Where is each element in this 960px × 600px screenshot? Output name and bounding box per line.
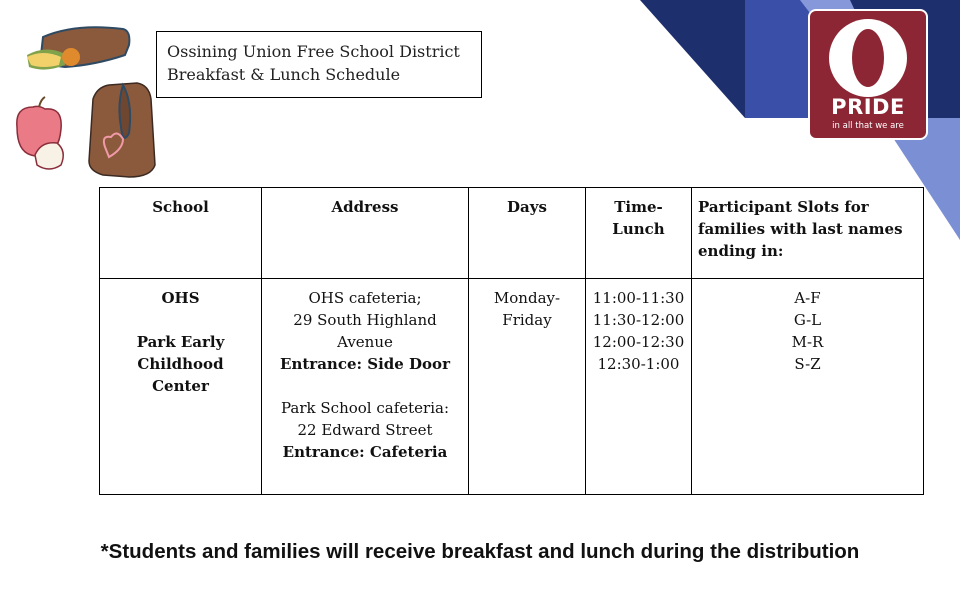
header-time-lunch <box>586 188 692 279</box>
address-park-line-2: 22 Edward Street <box>297 421 433 439</box>
days-line-2: Friday <box>502 311 552 329</box>
address-ohs-line-3: Avenue <box>337 333 393 351</box>
header-time-label: Time-Lunch <box>612 198 665 238</box>
logo-tagline: in all that we are <box>832 121 904 131</box>
address-park-line-1: Park School cafeteria: <box>281 399 449 417</box>
name-range: A-F <box>794 289 821 307</box>
lunch-illustration <box>5 15 160 180</box>
apple-icon <box>17 97 63 169</box>
address-ohs-entrance: Entrance: Side Door <box>280 355 450 373</box>
time-slot: 12:30-1:00 <box>597 355 680 373</box>
time-slot: 11:30-12:00 <box>592 311 685 329</box>
time-slot: 11:00-11:30 <box>592 289 685 307</box>
logo-word: PRIDE <box>831 95 905 119</box>
school-park-line-3: Center <box>152 377 209 395</box>
header-participant-slots <box>692 188 924 279</box>
footer-note: *Students and families will receive breakfast and lunch during the distribution <box>100 540 860 563</box>
schedule-table <box>99 187 924 495</box>
header-slots-line-3: ending in: <box>698 242 784 260</box>
name-range: S-Z <box>794 355 821 373</box>
school-park-line-2: Childhood <box>137 355 224 373</box>
sandwich-bag-icon <box>27 27 129 69</box>
days-line-1: Monday- <box>493 289 561 307</box>
address-park-entrance: Entrance: Cafeteria <box>282 443 448 461</box>
cell-days <box>469 279 586 495</box>
header-slots-line-2: families with last names <box>698 220 903 238</box>
cell-address <box>262 279 469 495</box>
header-slots-line-1: Participant Slots for <box>698 198 869 216</box>
name-range: G-L <box>793 311 822 329</box>
cell-times <box>586 279 692 495</box>
school-park-line-1: Park Early <box>136 333 225 351</box>
address-ohs-line-1: OHS cafeteria; <box>308 289 422 307</box>
logo-o-icon <box>827 17 909 99</box>
time-slot: 12:00-12:30 <box>592 333 685 351</box>
corner-triangle-dark <box>640 0 745 118</box>
header-address: Address <box>262 188 469 279</box>
cell-slots <box>692 279 924 495</box>
table-row <box>100 279 924 495</box>
header-school: School <box>100 188 262 279</box>
pride-logo <box>810 11 926 138</box>
header-days: Days <box>469 188 586 279</box>
title-box <box>156 31 482 98</box>
address-ohs-line-2: 29 South Highland <box>293 311 437 329</box>
title-line-schedule: Breakfast & Lunch Schedule <box>167 65 401 84</box>
title-line-district: Ossining Union Free School District <box>167 42 460 61</box>
cell-schools <box>100 279 262 495</box>
school-ohs: OHS <box>161 289 200 307</box>
name-range: M-R <box>791 333 824 351</box>
lunch-bag-icon <box>89 83 155 177</box>
table-header-row <box>100 188 924 279</box>
